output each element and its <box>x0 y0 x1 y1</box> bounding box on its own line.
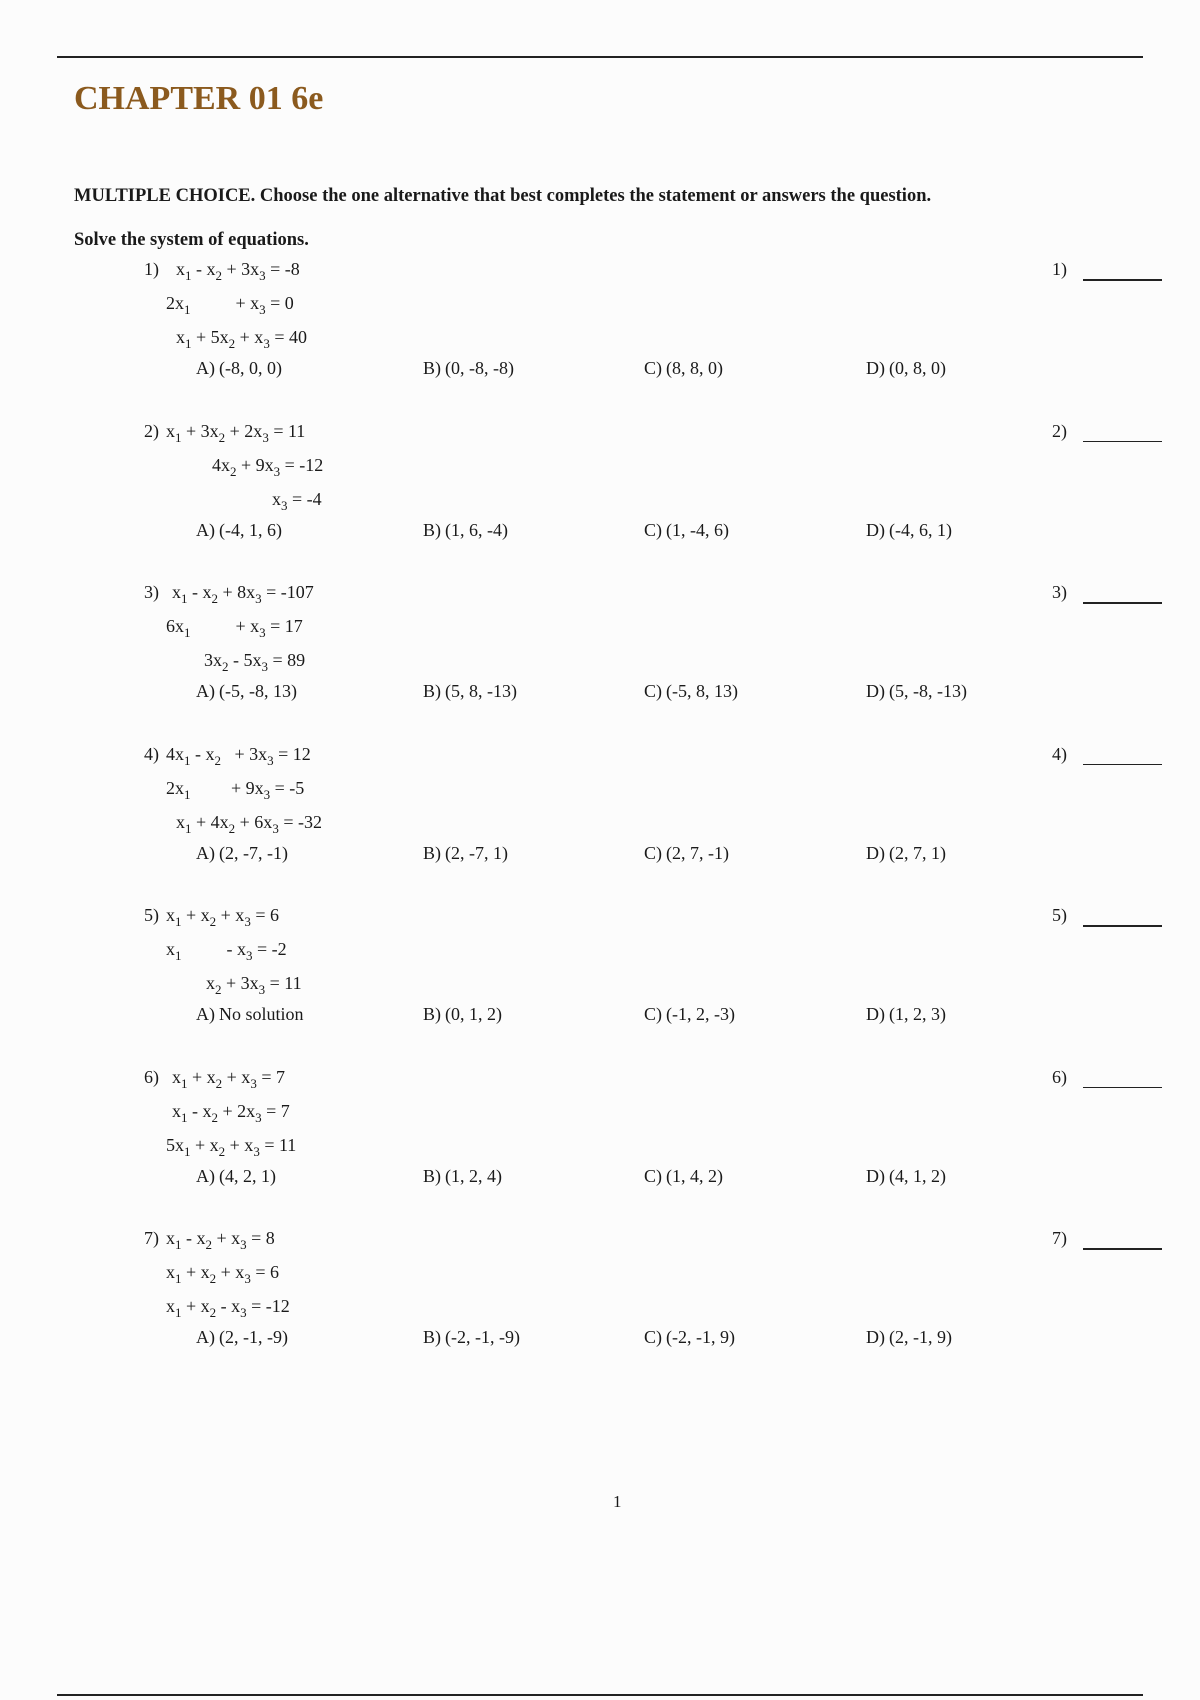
subscript: 2 <box>215 268 222 283</box>
equation-term: + x <box>216 905 245 925</box>
subscript: 3 <box>259 625 266 640</box>
subscript: 2 <box>218 1143 226 1159</box>
answer-number: 4) <box>1052 743 1067 764</box>
equation-term: + x <box>216 1262 245 1282</box>
subscript: 2 <box>205 1237 212 1252</box>
subscript: 2 <box>214 752 221 768</box>
subscript: 3 <box>259 268 266 283</box>
choice-c[interactable] <box>644 680 738 702</box>
choice-text: (2, -1, 9) <box>889 1327 952 1347</box>
equation-term: 6x <box>166 616 184 636</box>
choice-text: (4, 2, 1) <box>219 1165 276 1186</box>
equation-term: 4x <box>166 743 184 764</box>
equation-term: x <box>176 327 185 347</box>
equation-term: = 0 <box>265 293 294 313</box>
subscript: 2 <box>215 982 222 997</box>
equation-term: x <box>206 973 215 993</box>
equation-term: x <box>166 939 175 959</box>
choice-letter: B) <box>423 1327 441 1347</box>
subscript: 3 <box>263 336 270 351</box>
choice-letter: C) <box>644 519 662 540</box>
choice-b[interactable] <box>423 680 517 702</box>
equation-line <box>204 649 306 674</box>
question-3 <box>0 581 1200 731</box>
choice-d[interactable] <box>866 1326 952 1348</box>
subscript: 1 <box>175 948 182 963</box>
choice-text: (-1, 2, -3) <box>666 1004 735 1024</box>
equation-term: = -12 <box>246 1296 290 1316</box>
subscript: 1 <box>184 752 191 768</box>
question-number: 5) <box>144 905 159 925</box>
choice-text: (-4, 6, 1) <box>889 519 952 540</box>
subscript: 2 <box>228 336 236 351</box>
equation-line <box>166 743 311 768</box>
equation-term: = 6 <box>250 905 279 925</box>
choice-b[interactable] <box>423 1165 502 1187</box>
choice-letter: A) <box>196 842 215 863</box>
subscript: 2 <box>209 914 217 929</box>
choice-text: (-8, 0, 0) <box>219 358 282 378</box>
chapter-title: CHAPTER 01 6e <box>74 80 324 117</box>
choice-text: (2, 7, -1) <box>666 842 729 863</box>
equation-term: = -32 <box>278 811 322 832</box>
choice-text: (1, -4, 6) <box>666 519 729 540</box>
question-number: 6) <box>144 1066 159 1087</box>
choice-letter: D) <box>866 842 885 863</box>
subscript: 3 <box>263 786 271 802</box>
instructions: MULTIPLE CHOICE. Choose the one alternative that best completes the statement or answers the question. <box>74 186 932 206</box>
choice-text: (1, 2, 3) <box>889 1004 946 1024</box>
equation-term: - x <box>187 582 212 602</box>
subscript: 3 <box>259 302 266 317</box>
choice-a[interactable] <box>196 1165 276 1187</box>
equation-line <box>176 811 322 836</box>
equation-line <box>166 938 287 963</box>
choice-c[interactable] <box>644 1003 735 1025</box>
answer-number: 5) <box>1052 905 1067 925</box>
choice-d[interactable] <box>866 519 952 541</box>
subscript: 3 <box>273 463 281 479</box>
equation-term: = -5 <box>270 777 305 798</box>
question-5 <box>0 904 1200 1054</box>
choice-text: (2, -1, -9) <box>219 1327 288 1347</box>
choice-text: (-2, -1, 9) <box>666 1327 735 1347</box>
equation-term: + x <box>225 1134 254 1155</box>
equation-term: 2x <box>166 293 184 313</box>
answer-number: 7) <box>1052 1228 1067 1248</box>
equation-term: x <box>166 1228 175 1248</box>
equation-term: = -107 <box>261 582 314 602</box>
answer-number: 3) <box>1052 582 1067 602</box>
subscript: 3 <box>253 1143 260 1159</box>
subscript: 1 <box>181 591 188 606</box>
choice-letter: D) <box>866 1004 885 1024</box>
choice-d[interactable] <box>866 842 946 864</box>
choice-letter: B) <box>423 842 441 863</box>
subscript: 2 <box>215 1075 223 1091</box>
choice-letter: C) <box>644 1165 662 1186</box>
equation-term: + 4x <box>191 811 229 832</box>
choice-text: (2, -7, -1) <box>219 842 288 863</box>
equation-term: = 11 <box>268 420 306 441</box>
answer-blank[interactable] <box>1083 441 1162 443</box>
choice-b[interactable] <box>423 842 508 864</box>
choice-letter: A) <box>196 358 215 378</box>
choice-letter: B) <box>423 519 441 540</box>
choice-d[interactable] <box>866 1003 946 1025</box>
subscript: 2 <box>211 591 218 606</box>
subscript: 1 <box>175 914 182 929</box>
equation-line <box>166 1134 297 1159</box>
subscript: 1 <box>185 820 192 836</box>
equation-term: = -12 <box>280 454 324 475</box>
choice-text: (2, -7, 1) <box>445 842 508 863</box>
subscript: 2 <box>218 429 226 445</box>
choice-a[interactable] <box>196 357 282 379</box>
question-number: 4) <box>144 743 159 764</box>
answer-number: 6) <box>1052 1066 1067 1087</box>
equation-term: x <box>166 1262 175 1282</box>
choice-a[interactable] <box>196 680 297 702</box>
equation-term: x <box>166 420 175 441</box>
choice-c[interactable] <box>644 842 729 864</box>
subscript: 3 <box>267 752 274 768</box>
equation-term: + x <box>190 616 260 636</box>
choice-d[interactable] <box>866 357 946 379</box>
equation-line <box>166 420 306 445</box>
equation-term: - x <box>187 1100 212 1121</box>
choice-c[interactable] <box>644 519 729 541</box>
question-4 <box>0 743 1200 893</box>
equation-term: + x <box>181 1296 210 1316</box>
subscript: 1 <box>185 268 192 283</box>
equation-term: + 9x <box>190 777 264 798</box>
subscript: 2 <box>209 1305 217 1320</box>
choice-letter: A) <box>196 1327 215 1347</box>
subscript: 3 <box>250 1075 257 1091</box>
choice-d[interactable] <box>866 680 967 702</box>
choice-letter: B) <box>423 358 441 378</box>
choice-text: (0, 1, 2) <box>445 1004 502 1024</box>
subscript: 3 <box>255 1109 262 1125</box>
equation-term: - x <box>216 1296 241 1316</box>
subscript: 1 <box>185 336 192 351</box>
subscript: 1 <box>181 1109 188 1125</box>
equation-term: = 40 <box>269 327 307 347</box>
equation-term: 2x <box>166 777 184 798</box>
equation-line <box>272 488 322 513</box>
subscript: 2 <box>228 820 236 836</box>
equation-term: + 3x <box>181 420 219 441</box>
equation-term: + x <box>181 905 210 925</box>
equation-term: + x <box>212 1228 241 1248</box>
equation-line <box>172 1100 290 1125</box>
choice-letter: C) <box>644 681 662 701</box>
equation-term: + x <box>187 1066 216 1087</box>
choice-a[interactable] <box>196 1003 304 1025</box>
equation-term: + 6x <box>235 811 273 832</box>
equation-term: x <box>272 488 281 509</box>
choice-text: (-4, 1, 6) <box>219 519 282 540</box>
choice-letter: B) <box>423 1165 441 1186</box>
subscript: 2 <box>211 1109 218 1125</box>
equation-line <box>212 454 324 479</box>
equation-term: + x <box>181 1262 210 1282</box>
question-6 <box>0 1066 1200 1216</box>
equation-term: + x <box>222 1066 251 1087</box>
equation-line <box>166 904 279 929</box>
choice-text: (0, 8, 0) <box>889 358 946 378</box>
choice-letter: D) <box>866 358 885 378</box>
equation-line <box>166 1295 290 1320</box>
choice-text: (5, 8, -13) <box>445 681 517 701</box>
choice-text: (-5, 8, 13) <box>666 681 738 701</box>
equation-term: 5x <box>166 1134 184 1155</box>
equation-term: + 3x <box>221 973 259 993</box>
equation-term: x <box>166 905 175 925</box>
subscript: 1 <box>175 1271 182 1286</box>
equation-term: + 2x <box>218 1100 256 1121</box>
equation-term: - x <box>191 259 216 279</box>
choice-letter: B) <box>423 681 441 701</box>
subscript: 1 <box>184 786 191 802</box>
choice-text: (4, 1, 2) <box>889 1165 946 1186</box>
subscript: 3 <box>261 659 268 674</box>
subscript: 3 <box>262 429 269 445</box>
choice-text: (2, 7, 1) <box>889 842 946 863</box>
subscript: 3 <box>240 1237 247 1252</box>
choice-text: (-5, -8, 13) <box>219 681 297 701</box>
question-number: 1) <box>144 259 159 279</box>
choice-letter: C) <box>644 358 662 378</box>
bottom-rule <box>57 1694 1143 1696</box>
choice-text: (0, -8, -8) <box>445 358 514 378</box>
equation-line <box>166 777 305 802</box>
top-rule <box>57 56 1143 58</box>
choice-letter: D) <box>866 1165 885 1186</box>
answer-number: 1) <box>1052 259 1067 279</box>
subscript: 3 <box>272 820 279 836</box>
answer-blank[interactable] <box>1083 1087 1162 1089</box>
equation-line <box>166 1227 275 1252</box>
subscript: 1 <box>175 429 182 445</box>
equation-term: = 11 <box>265 973 302 993</box>
equation-line <box>176 326 307 351</box>
equation-line <box>172 581 314 606</box>
question-7 <box>0 1227 1200 1377</box>
equation-term: 4x <box>212 454 230 475</box>
equation-term: x <box>176 259 185 279</box>
equation-term: - 5x <box>228 650 262 670</box>
equation-term: + x <box>235 327 264 347</box>
equation-term: = -4 <box>287 488 322 509</box>
subscript: 1 <box>181 1075 188 1091</box>
answer-blank[interactable] <box>1083 1248 1162 1250</box>
subscript: 3 <box>244 1271 251 1286</box>
choice-b[interactable] <box>423 1003 502 1025</box>
equation-term: = 7 <box>261 1100 290 1121</box>
answer-blank[interactable] <box>1083 764 1162 766</box>
equation-term: + 9x <box>236 454 274 475</box>
subscript: 1 <box>175 1305 182 1320</box>
choice-letter: A) <box>196 519 215 540</box>
equation-term: - x <box>181 1228 206 1248</box>
equation-term: = 12 <box>273 743 311 764</box>
choice-text: (-2, -1, -9) <box>445 1327 520 1347</box>
choice-text: (8, 8, 0) <box>666 358 723 378</box>
equation-term: = 8 <box>246 1228 275 1248</box>
equation-term: + 2x <box>225 420 263 441</box>
equation-term: + 8x <box>218 582 256 602</box>
choice-a[interactable] <box>196 519 282 541</box>
subscript: 2 <box>230 463 237 479</box>
subscript: 3 <box>281 497 288 513</box>
section-heading: Solve the system of equations. <box>74 230 309 250</box>
equation-term: + 5x <box>191 327 229 347</box>
question-number: 2) <box>144 420 159 441</box>
equation-term: 3x <box>204 650 222 670</box>
subscript: 3 <box>244 914 251 929</box>
equation-term: x <box>176 811 185 832</box>
subscript: 3 <box>240 1305 247 1320</box>
equation-term: + 3x <box>221 743 268 764</box>
subscript: 3 <box>255 591 262 606</box>
equation-term: = 17 <box>265 616 303 636</box>
equation-term: x <box>166 1296 175 1316</box>
choice-text: (1, 6, -4) <box>445 519 508 540</box>
question-2 <box>0 420 1200 570</box>
equation-term: - x <box>190 743 215 764</box>
choice-text: (5, -8, -13) <box>889 681 967 701</box>
equation-term: + x <box>190 293 260 313</box>
equation-line <box>166 1261 279 1286</box>
question-number: 7) <box>144 1228 159 1248</box>
choice-b[interactable] <box>423 519 508 541</box>
subscript: 3 <box>246 948 253 963</box>
choice-b[interactable] <box>423 357 514 379</box>
choice-letter: A) <box>196 681 215 701</box>
equation-term: - x <box>181 939 246 959</box>
choice-letter: B) <box>423 1004 441 1024</box>
subscript: 1 <box>184 1143 191 1159</box>
page-number: 1 <box>613 1492 622 1511</box>
equation-line <box>206 972 302 997</box>
answer-blank[interactable] <box>1083 602 1162 604</box>
choice-a[interactable] <box>196 1326 288 1348</box>
equation-line <box>172 1066 285 1091</box>
choice-letter: C) <box>644 1327 662 1347</box>
subscript: 1 <box>175 1237 182 1252</box>
choice-c[interactable] <box>644 1326 735 1348</box>
choice-letter: A) <box>196 1165 215 1186</box>
equation-term: + x <box>190 1134 219 1155</box>
subscript: 2 <box>222 659 229 674</box>
question-1 <box>0 258 1200 408</box>
equation-term: = 11 <box>259 1134 297 1155</box>
equation-term: + 3x <box>222 259 260 279</box>
answer-blank[interactable] <box>1083 925 1162 927</box>
choice-letter: D) <box>866 681 885 701</box>
subscript: 1 <box>184 302 191 317</box>
subscript: 1 <box>184 625 191 640</box>
choice-text: (1, 4, 2) <box>666 1165 723 1186</box>
answer-blank[interactable] <box>1083 279 1162 281</box>
equation-term: = 89 <box>268 650 306 670</box>
choice-c[interactable] <box>644 357 723 379</box>
choice-text: (1, 2, 4) <box>445 1165 502 1186</box>
equation-term: x <box>172 1066 181 1087</box>
choice-letter: A) <box>196 1004 215 1024</box>
question-number: 3) <box>144 582 159 602</box>
choice-b[interactable] <box>423 1326 520 1348</box>
choice-c[interactable] <box>644 1165 723 1187</box>
equation-line <box>166 615 303 640</box>
choice-letter: D) <box>866 519 885 540</box>
subscript: 2 <box>209 1271 217 1286</box>
equation-term: = 7 <box>256 1066 285 1087</box>
equation-line <box>176 258 300 283</box>
equation-term: x <box>172 1100 181 1121</box>
choice-letter: C) <box>644 1004 662 1024</box>
equation-term: x <box>172 582 181 602</box>
equation-term: = -2 <box>252 939 287 959</box>
equation-line <box>166 292 294 317</box>
subscript: 3 <box>258 982 266 997</box>
choice-letter: C) <box>644 842 662 863</box>
choice-d[interactable] <box>866 1165 946 1187</box>
equation-term: = 6 <box>250 1262 279 1282</box>
choice-text: No solution <box>219 1004 304 1024</box>
answer-number: 2) <box>1052 420 1067 441</box>
choice-a[interactable] <box>196 842 288 864</box>
choice-letter: D) <box>866 1327 885 1347</box>
equation-term: = -8 <box>265 259 300 279</box>
